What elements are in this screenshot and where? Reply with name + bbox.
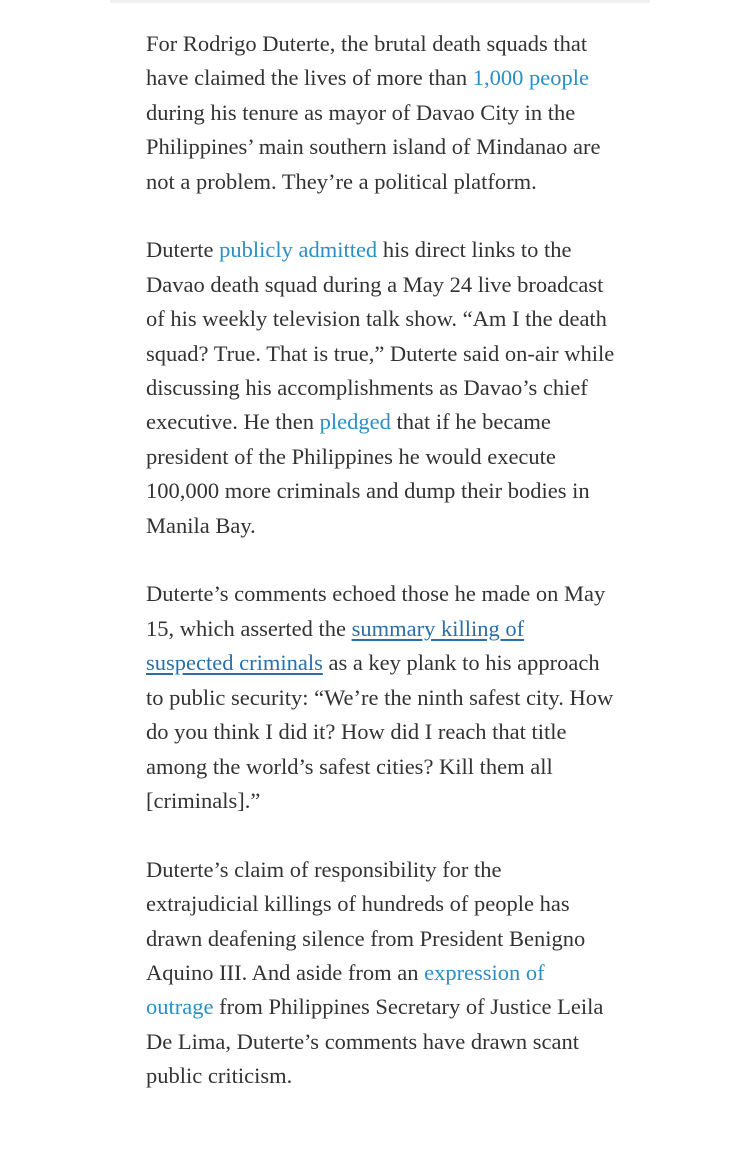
paragraph-1 — [146, 27, 616, 199]
paragraph-2-text-3: that if he became president of the Philippines he would execute 100,000 more criminals and dump their bodies in Manila Bay. — [146, 409, 590, 538]
link-publicly-admitted[interactable]: publicly admitted — [219, 237, 378, 263]
paragraph-2-text-2: his direct links to the Davao death squad during a May 24 live broadcast of his weekly television talk show. “Am I the death squad? True. That is true,” Duterte said on-air while discussing his accomplishments as Davao’s chief executive. He then — [146, 237, 615, 435]
paragraph-2 — [146, 233, 616, 543]
article-body — [146, 27, 616, 1128]
paragraph-1-text-1: For Rodrigo Duterte, the brutal death squads that have claimed the lives of more than — [146, 31, 588, 91]
paragraph-4-text-1: Duterte’s claim of responsibility for the extrajudicial killings of hundreds of people has drawn deafening silence from President Benigno Aquino III. And aside from an — [146, 856, 586, 985]
link-1000-people[interactable]: 1,000 people — [472, 65, 589, 91]
paragraph-1-text-2: during his tenure as mayor of Davao City in the Philippines’ main southern island of Mindanao are not a problem. They’re a political platform. — [146, 99, 601, 194]
paragraph-4 — [146, 853, 616, 1094]
paragraph-3-text-2: as a key plank to his approach to public security: “We’re the ninth safest city. How do you think I did it? How did I reach that title among the world’s safest cities? Kill them all [criminals].” — [146, 650, 614, 813]
link-expression-of-outrage[interactable]: expression of outrage — [146, 959, 545, 1020]
paragraph-4-text-2: from Philippines Secretary of Justice Leila De Lima, Duterte’s comments have drawn scant public criticism. — [146, 994, 604, 1089]
link-summary-killing[interactable]: summary killing of suspected criminals — [146, 615, 525, 676]
link-pledged[interactable]: pledged — [319, 409, 391, 435]
top-divider — [110, 0, 650, 3]
paragraph-2-text-1: Duterte — [146, 237, 220, 263]
paragraph-3 — [146, 577, 616, 818]
paragraph-3-text-1: Duterte’s comments echoed those he made on May 15, which asserted the — [146, 581, 606, 641]
